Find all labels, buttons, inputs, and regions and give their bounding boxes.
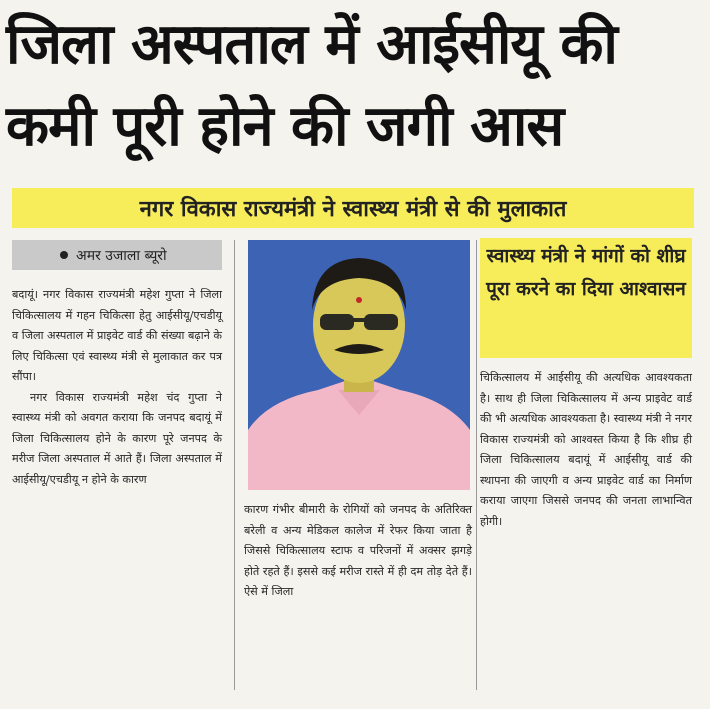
byline-text: अमर उजाला ब्यूरो [76, 247, 167, 264]
article-paragraph-1: बदायूं। नगर विकास राज्यमंत्री महेश गुप्ता ने जिला चिकित्सालय में गहन चिकित्सा हेतु आईसीयू/एचडीयू व जिला अस्पताल में प्राइवेट वार्ड की संख्या बढ़ाने के लिए चिकित्सा एवं स्वास्थ्य मंत्री से मुलाकात कर पत्र सौंपा। [12, 288, 222, 383]
bullet-icon [60, 251, 68, 259]
portrait-illustration [248, 240, 470, 490]
column-divider [234, 240, 235, 690]
column-divider [476, 240, 477, 690]
headline-line-2: कमी पूरी होने की जगी आस [6, 94, 564, 159]
byline [12, 240, 222, 270]
article-column-2: कारण गंभीर बीमारी के रोगियों को जनपद के अतिरिक्त बरेली व अन्य मेडिकल कालेज में रेफर किया जाता है जिससे चिकित्सालय स्टाफ व परिजनों में अक्सर झगड़े होते रहते हैं। इससे कई मरीज रास्ते में ही दम तोड़ देते हैं। ऐसे में जिला [244, 503, 472, 598]
minister-photo [248, 240, 470, 490]
headline [6, 4, 706, 168]
pull-quote: स्वास्थ्य मंत्री ने मांगों को शीघ्र पूरा करने का दिया आश्वासन [480, 238, 692, 358]
article-paragraph-2: नगर विकास राज्यमंत्री महेश चंद गुप्ता ने स्वास्थ्य मंत्री को अवगत कराया कि जनपद बदायूं में जिला चिकित्सालय होने के कारण पूरे जनपद के मरीज जिला अस्पताल में आते हैं। जिला अस्पताल में आईसीयू/एचडीयू न होने के कारण [12, 390, 222, 486]
headline-line-1: जिला अस्पताल में आईसीयू की [6, 12, 617, 77]
article-column-1 [12, 285, 222, 490]
article-column-3: चिकित्सालय में आईसीयू की अत्यधिक आवश्यकता है। साथ ही जिला चिकित्सालय में अन्य प्राइवेट वार्ड की भी अत्यधिक आवश्यकता है। स्वास्थ्य मंत्री ने नगर विकास राज्यमंत्री को आश्वस्त किया है कि शीघ्र ही जिला चिकित्सालय बदायूं में आईसीयू वार्ड की स्थापना की जाएगी व अन्य प्राइवेट वार्ड का निर्माण कराया जाएगा जिससे जनपद की जनता लाभान्वित होगी। [480, 371, 692, 528]
subheadline: नगर विकास राज्यमंत्री ने स्वास्थ्य मंत्री से की मुलाकात [12, 188, 694, 228]
